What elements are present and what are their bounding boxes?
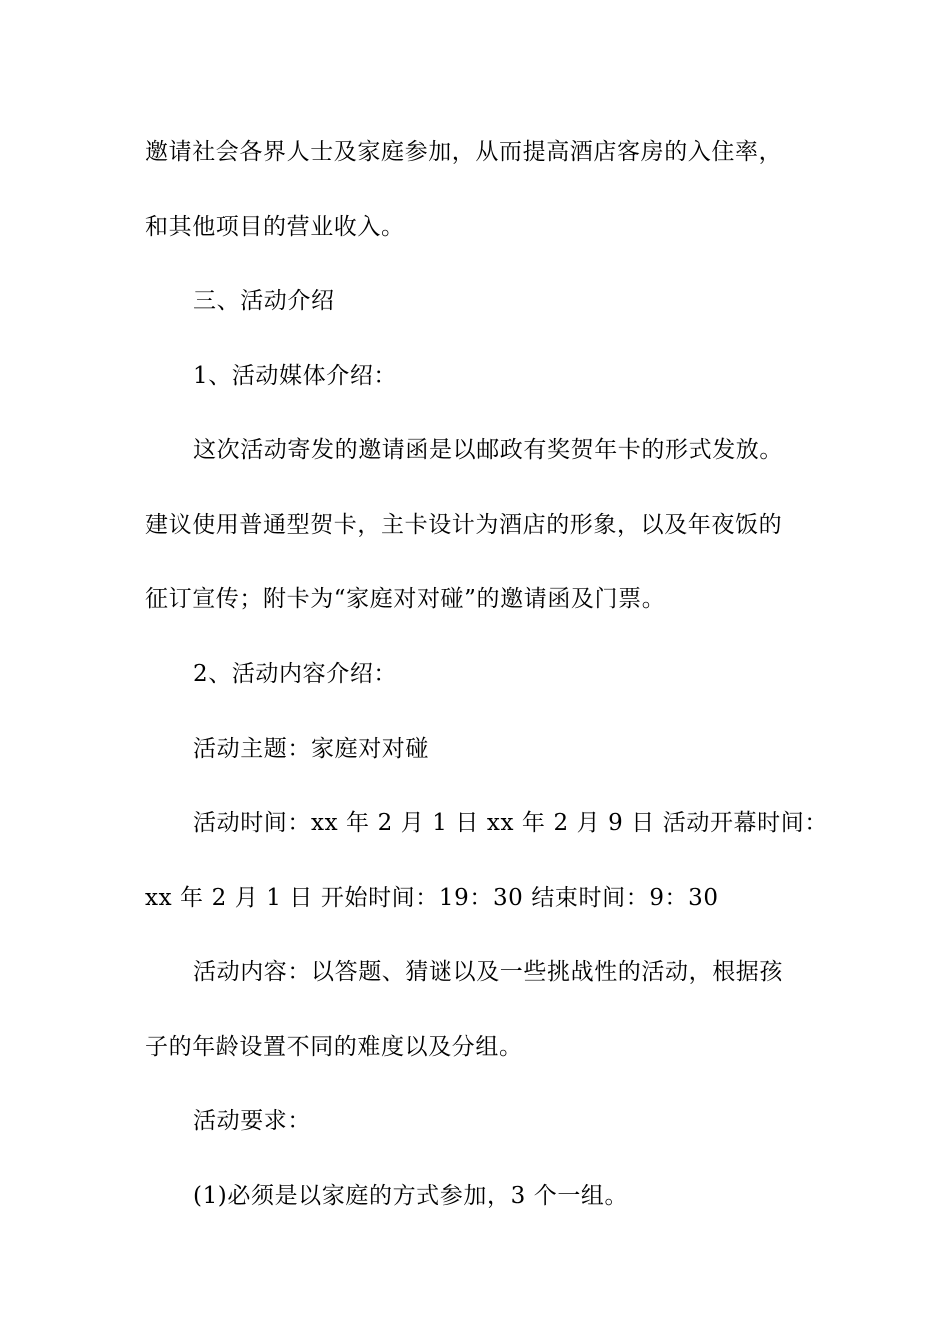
subsection-heading: 1、活动媒体介绍： xyxy=(193,363,398,389)
activity-content-continued: 子的年龄设置不同的难度以及分组。 xyxy=(145,1034,523,1060)
activity-theme: 活动主题：家庭对对碰 xyxy=(193,736,429,762)
activity-time-continued: xx 年 2 月 1 日 开始时间：19：30 结束时间：9：30 xyxy=(145,885,719,911)
paragraph-line: 这次活动寄发的邀请函是以邮政有奖贺年卡的形式发放。 xyxy=(193,437,783,463)
paragraph-line: 征订宣传；附卡为“家庭对对碰”的邀请函及门票。 xyxy=(145,586,666,612)
activity-time: 活动时间：xx 年 2 月 1 日 xx 年 2 月 9 日 活动开幕时间： xyxy=(193,810,828,836)
paragraph-line: 和其他项目的营业收入。 xyxy=(145,214,405,240)
paragraph-line: 邀请社会各界人士及家庭参加，从而提高酒店客房的入住率， xyxy=(145,139,783,165)
activity-requirements-heading: 活动要求： xyxy=(193,1108,311,1134)
requirement-item: (1)必须是以家庭的方式参加，3 个一组。 xyxy=(193,1183,629,1209)
activity-content: 活动内容：以答题、猜谜以及一些挑战性的活动，根据孩 xyxy=(193,959,783,985)
paragraph-line: 建议使用普通型贺卡，主卡设计为酒店的形象，以及年夜饭的 xyxy=(145,512,783,538)
section-heading: 三、活动介绍 xyxy=(193,288,335,314)
subsection-heading: 2、活动内容介绍： xyxy=(193,661,398,687)
